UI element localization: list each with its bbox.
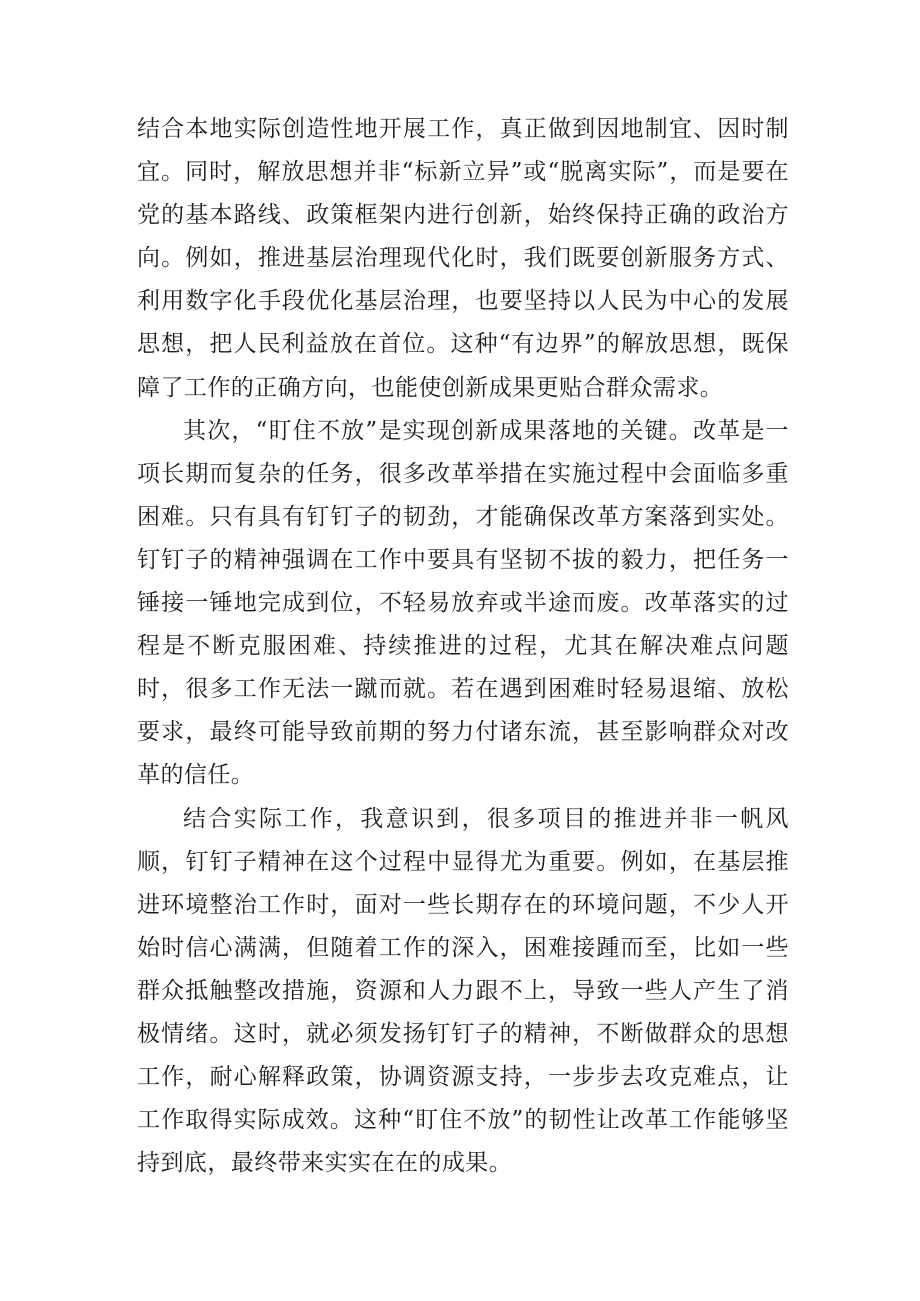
paragraph-practice-example: 结合实际工作，我意识到，很多项目的推进并非一帆风顺，钉钉子精神在这个过程中显得尤为重要。例如，在基层推进环境整治工作时，面对一些长期存在的环境问题，不少人开始时信心满满，但随着工作的深入，困难接踵而至，比如一些群众抵触整改措施，资源和人力跟不上，导致一些人产生了消极情绪。这时，就必须发扬钉钉子的精神，不断做群众的思想工作，耐心解释政策，协调资源支持，一步步去攻克难点，让工作取得实际成效。这种“盯住不放”的韧性让改革工作能够坚持到底，最终带来实实在在的成果。 <box>137 805 789 1177</box>
paragraph-continuation: 结合本地实际创造性地开展工作，真正做到因地制宜、因时制宜。同时，解放思想并非“标新立异”或“脱离实际”，而是要在党的基本路线、政策框架内进行创新，始终保持正确的政治方向。例如，推进基层治理现代化时，我们既要创新服务方式、利用数字化手段优化基层治理，也要坚持以人民为中心的发展思想，把人民利益放在首位。这种“有边界”的解放思想，既保障了工作的正确方向，也能使创新成果更贴合群众需求。 <box>137 116 789 401</box>
paragraph-persistence: 其次，“盯住不放”是实现创新成果落地的关键。改革是一项长期而复杂的任务，很多改革举措在实施过程中会面临多重困难。只有具有钉钉子的韧劲，才能确保改革方案落到实处。钉钉子的精神强调在工作中要具有坚韧不拔的毅力，把任务一锤接一锤地完成到位，不轻易放弃或半途而废。改革落实的过程是不断克服困难、持续推进的过程，尤其在解决难点问题时，很多工作无法一蹴而就。若在遇到困难时轻易退缩、放松要求，最终可能导致前期的努力付诸东流，甚至影响群众对改革的信任。 <box>137 417 789 789</box>
document-body <box>137 108 789 1185</box>
